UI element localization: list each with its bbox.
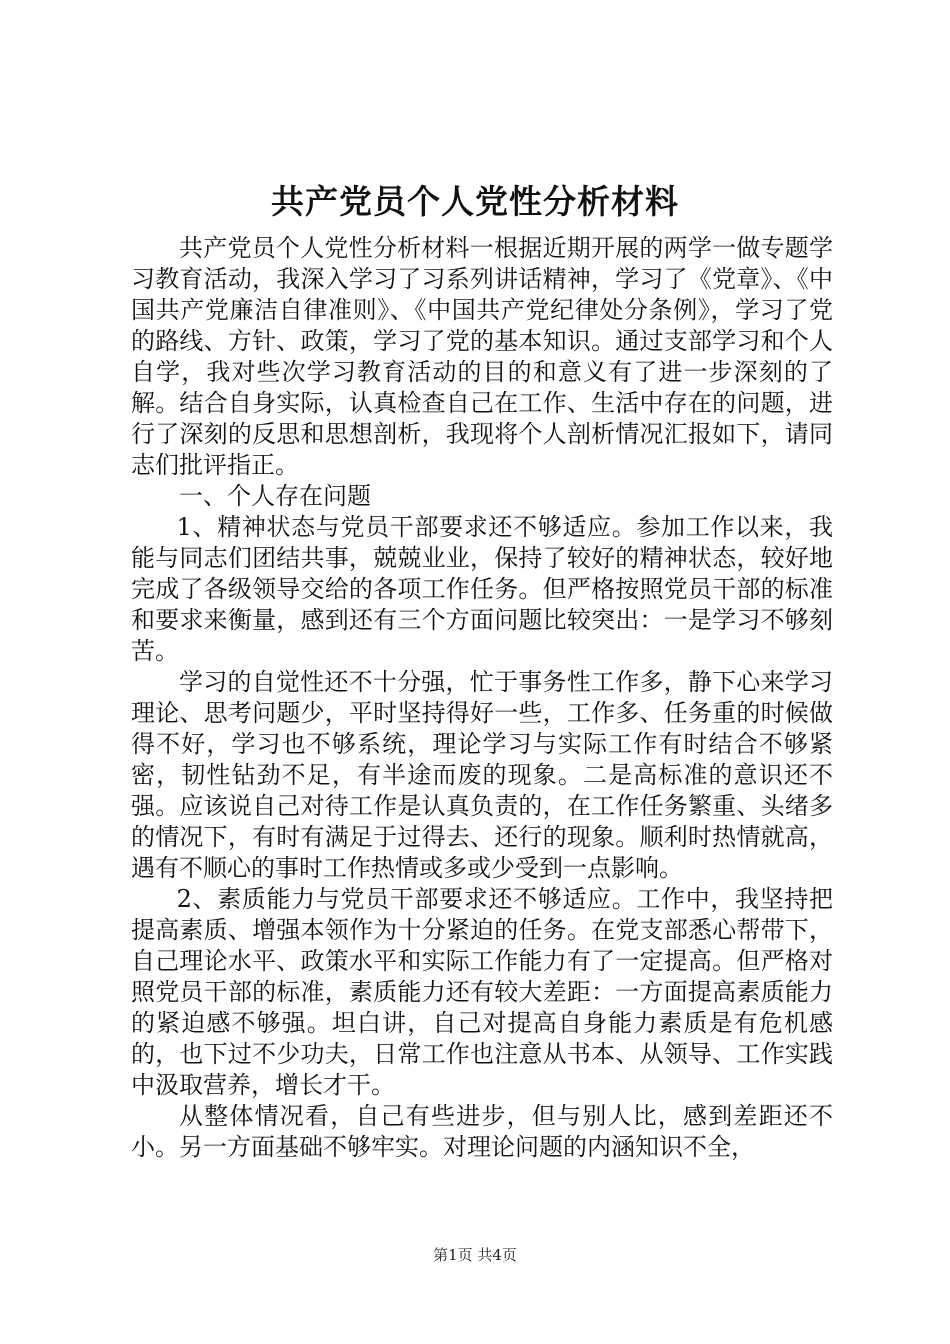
paragraph-intro: 共产党员个人党性分析材料一根据近期开展的两学一做专题学习教育活动，我深入学习了习系列讲话精神，学习了《党章》、《中国共产党廉洁自律准则》、《中国共产党纪律处分条例》，学习了党的路线、方针、政策，学习了党的基本知识。通过支部学习和个人自学，我对些次学习教育活动的目的和意义有了进一步深刻的了解。结合自身实际，认真检查自己在工作、生活中存在的问题，进行了深刻的反思和思想剖析，我现将个人剖析情况汇报如下，请同志们批评指正。 <box>131 234 833 479</box>
paragraph-item-2: 2、素质能力与党员干部要求还不够适应。工作中，我坚持把提高素质、增强本领作为十分紧迫的任务。在党支部悉心帮带下，自己理论水平、政策水平和实际工作能力有了一定提高。但严格对照党员干部的标准，素质能力还有较大差距：一方面提高素质能力的紧迫感不够强。坦白讲，自己对提高自身能力素质是有危机感的，也下过不少功夫，日常工作也注意从书本、从领导、工作实践中汲取营养，增长才干。 <box>131 885 833 1099</box>
paragraph-study: 学习的自觉性还不十分强，忙于事务性工作多，静下心来学习理论、思考问题少，平时坚持得好一些，工作多、任务重的时候做得不好，学习也不够系统，理论学习与实际工作有时结合不够紧密，韧性钻劲不足，有半途而废的现象。二是高标准的意识还不强。应该说自己对待工作是认真负责的，在工作任务繁重、头绪多的情况下，有时有满足于过得去、还行的现象。顺利时热情就高，遇有不顺心的事时工作热情或多或少受到一点影响。 <box>131 668 833 882</box>
page-footer: 第1页 共4页 <box>433 1246 517 1264</box>
document-body <box>131 233 833 1163</box>
section-heading: 一、个人存在问题 <box>179 482 371 510</box>
paragraph-item-1: 1、精神状态与党员干部要求还不够适应。参加工作以来，我能与同志们团结共事，兢兢业业，保持了较好的精神状态，较好地完成了各级领导交给的各项工作任务。但严格按照党员干部的标准和要求来衡量，感到还有三个方面问题比较突出：一是学习不够刻苦。 <box>131 513 833 665</box>
document-title: 共产党员个人党性分析材料 <box>271 182 679 221</box>
paragraph-overall: 从整体情况看，自己有些进步，但与别人比，感到差距还不小。另一方面基础不够牢实。对理论问题的内涵知识不全， <box>131 1102 833 1161</box>
